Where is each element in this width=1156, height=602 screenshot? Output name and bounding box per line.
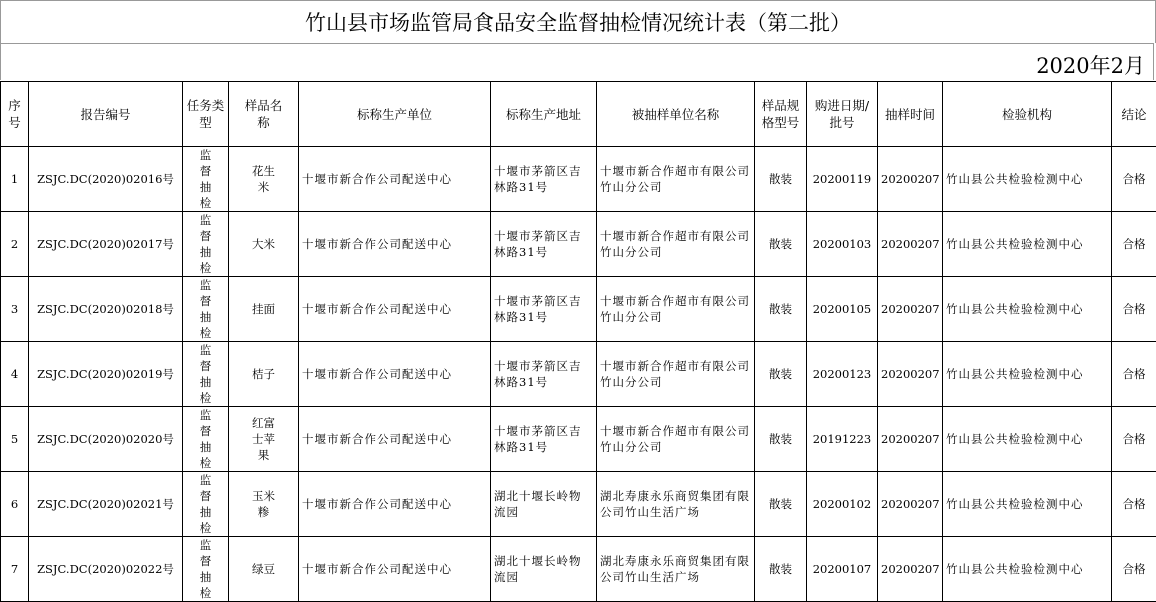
cell-batch: 20200107	[807, 537, 878, 602]
cell-sample-name: 挂面	[229, 277, 299, 342]
cell-sampling-time: 20200207	[878, 407, 943, 472]
cell-producer-address: 十堰市茅箭区吉林路31号	[491, 342, 597, 407]
cell-no: 6	[1, 472, 29, 537]
table-row	[1, 147, 1156, 212]
cell-task-type: 监督抽检	[183, 342, 229, 407]
cell-result: 合格	[1112, 277, 1156, 342]
cell-report-number: ZSJC.DC(2020)02018号	[29, 277, 183, 342]
cell-report-number: ZSJC.DC(2020)02017号	[29, 212, 183, 277]
cell-sampled-unit: 湖北寿康永乐商贸集团有限公司竹山生活广场	[597, 472, 755, 537]
cell-producer: 十堰市新合作公司配送中心	[299, 537, 491, 602]
cell-report-number: ZSJC.DC(2020)02021号	[29, 472, 183, 537]
cell-sampling-time: 20200207	[878, 472, 943, 537]
cell-spec: 散装	[755, 342, 807, 407]
cell-producer-address: 十堰市茅箭区吉林路31号	[491, 407, 597, 472]
cell-producer-address: 湖北十堰长岭物流园	[491, 472, 597, 537]
cell-result: 合格	[1112, 537, 1156, 602]
header-task: 任务类型	[183, 82, 229, 147]
cell-producer: 十堰市新合作公司配送中心	[299, 147, 491, 212]
cell-agency: 竹山县公共检验检测中心	[943, 212, 1112, 277]
cell-no: 3	[1, 277, 29, 342]
cell-task-type: 监督抽检	[183, 407, 229, 472]
cell-task-type: 监督抽检	[183, 147, 229, 212]
header-spec: 样品规格型号	[755, 82, 807, 147]
cell-report-number: ZSJC.DC(2020)02022号	[29, 537, 183, 602]
cell-spec: 散装	[755, 147, 807, 212]
header-no: 序号	[1, 82, 29, 147]
cell-task-type: 监督抽检	[183, 472, 229, 537]
header-time: 抽样时间	[878, 82, 943, 147]
cell-sample-name: 红富士苹果	[229, 407, 299, 472]
report-date	[0, 43, 1154, 80]
date-text: 2020年2月	[1036, 54, 1145, 78]
header-result: 结论	[1112, 82, 1156, 147]
cell-sample-name: 玉米糁	[229, 472, 299, 537]
cell-sampling-time: 20200207	[878, 277, 943, 342]
cell-producer-address: 湖北十堰长岭物流园	[491, 537, 597, 602]
cell-task-type: 监督抽检	[183, 212, 229, 277]
cell-producer: 十堰市新合作公司配送中心	[299, 277, 491, 342]
header-sampled: 被抽样单位名称	[597, 82, 755, 147]
table-title: 竹山县市场监管局食品安全监督抽检情况统计表（第二批）	[0, 0, 1156, 43]
cell-no: 7	[1, 537, 29, 602]
table-row	[1, 212, 1156, 277]
cell-producer-address: 十堰市茅箭区吉林路31号	[491, 277, 597, 342]
cell-sampled-unit: 十堰市新合作超市有限公司竹山分公司	[597, 277, 755, 342]
cell-sample-name: 大米	[229, 212, 299, 277]
table-row	[1, 537, 1156, 602]
inspection-table	[0, 81, 1156, 602]
cell-report-number: ZSJC.DC(2020)02020号	[29, 407, 183, 472]
cell-sampled-unit: 十堰市新合作超市有限公司竹山分公司	[597, 212, 755, 277]
cell-producer: 十堰市新合作公司配送中心	[299, 472, 491, 537]
cell-producer: 十堰市新合作公司配送中心	[299, 342, 491, 407]
cell-producer: 十堰市新合作公司配送中心	[299, 212, 491, 277]
cell-agency: 竹山县公共检验检测中心	[943, 277, 1112, 342]
cell-report-number: ZSJC.DC(2020)02016号	[29, 147, 183, 212]
cell-result: 合格	[1112, 147, 1156, 212]
cell-spec: 散装	[755, 277, 807, 342]
cell-agency: 竹山县公共检验检测中心	[943, 342, 1112, 407]
cell-result: 合格	[1112, 342, 1156, 407]
cell-sample-name: 绿豆	[229, 537, 299, 602]
cell-result: 合格	[1112, 407, 1156, 472]
cell-sample-name: 花生米	[229, 147, 299, 212]
cell-batch: 20191223	[807, 407, 878, 472]
cell-agency: 竹山县公共检验检测中心	[943, 407, 1112, 472]
cell-agency: 竹山县公共检验检测中心	[943, 147, 1112, 212]
cell-sampled-unit: 十堰市新合作超市有限公司竹山分公司	[597, 147, 755, 212]
cell-sampled-unit: 十堰市新合作超市有限公司竹山分公司	[597, 342, 755, 407]
cell-producer-address: 十堰市茅箭区吉林路31号	[491, 212, 597, 277]
cell-sampled-unit: 十堰市新合作超市有限公司竹山分公司	[597, 407, 755, 472]
cell-sampling-time: 20200207	[878, 147, 943, 212]
cell-sampling-time: 20200207	[878, 537, 943, 602]
header-agency: 检验机构	[943, 82, 1112, 147]
cell-no: 2	[1, 212, 29, 277]
cell-spec: 散装	[755, 472, 807, 537]
cell-no: 5	[1, 407, 29, 472]
cell-no: 4	[1, 342, 29, 407]
cell-sample-name: 桔子	[229, 342, 299, 407]
table-row	[1, 407, 1156, 472]
cell-spec: 散装	[755, 212, 807, 277]
cell-producer: 十堰市新合作公司配送中心	[299, 407, 491, 472]
header-row	[1, 82, 1156, 147]
cell-batch: 20200102	[807, 472, 878, 537]
header-report: 报告编号	[29, 82, 183, 147]
cell-task-type: 监督抽检	[183, 537, 229, 602]
cell-no: 1	[1, 147, 29, 212]
header-address: 标称生产地址	[491, 82, 597, 147]
table-row	[1, 472, 1156, 537]
cell-result: 合格	[1112, 212, 1156, 277]
cell-report-number: ZSJC.DC(2020)02019号	[29, 342, 183, 407]
cell-sampling-time: 20200207	[878, 342, 943, 407]
header-batch: 购进日期/批号	[807, 82, 878, 147]
cell-batch: 20200105	[807, 277, 878, 342]
cell-result: 合格	[1112, 472, 1156, 537]
cell-batch: 20200103	[807, 212, 878, 277]
header-producer: 标称生产单位	[299, 82, 491, 147]
cell-spec: 散装	[755, 537, 807, 602]
cell-task-type: 监督抽检	[183, 277, 229, 342]
cell-batch: 20200119	[807, 147, 878, 212]
header-sample: 样品名称	[229, 82, 299, 147]
cell-spec: 散装	[755, 407, 807, 472]
cell-agency: 竹山县公共检验检测中心	[943, 537, 1112, 602]
cell-sampling-time: 20200207	[878, 212, 943, 277]
table-body	[1, 147, 1156, 602]
cell-agency: 竹山县公共检验检测中心	[943, 472, 1112, 537]
cell-batch: 20200123	[807, 342, 878, 407]
cell-sampled-unit: 湖北寿康永乐商贸集团有限公司竹山生活广场	[597, 537, 755, 602]
table-row	[1, 342, 1156, 407]
table-row	[1, 277, 1156, 342]
cell-producer-address: 十堰市茅箭区吉林路31号	[491, 147, 597, 212]
